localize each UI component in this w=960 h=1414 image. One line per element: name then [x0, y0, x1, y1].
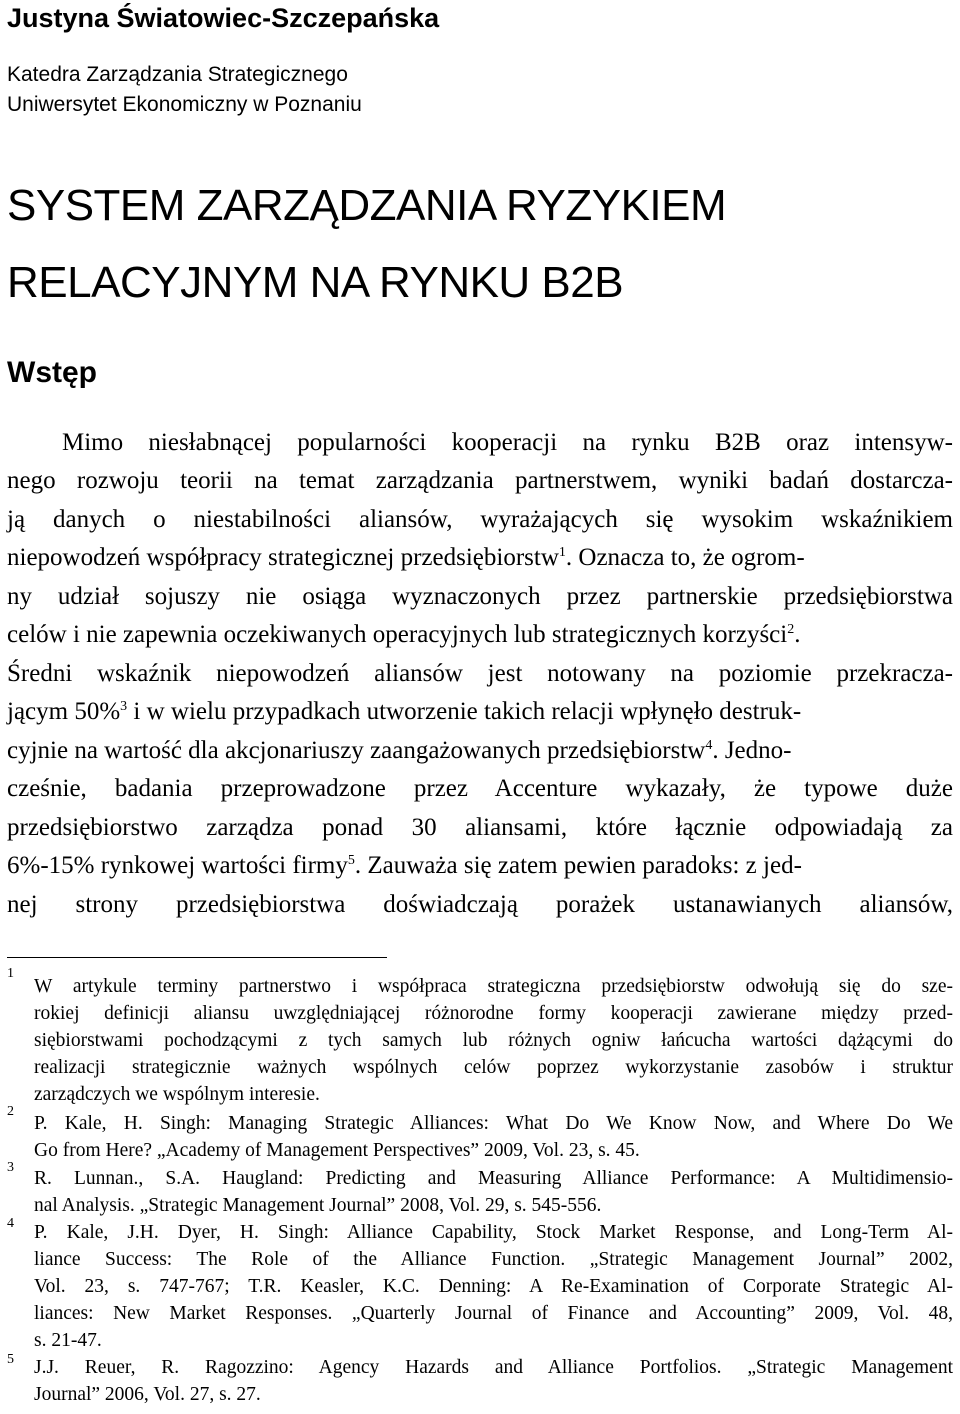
footnote-line: J.J. Reuer, R. Ragozzino: Agency Hazards and Alliance Portfolios. „Strategic Management	[34, 1357, 953, 1378]
body-text-segment: . Zauważa się zatem pewien paradoks: z jed-	[354, 852, 802, 879]
footnote-ref-4[interactable]: 4	[705, 738, 713, 753]
footnote-line: zarządczych we wspólnym interesie.	[34, 1084, 320, 1105]
footnote-ref-3[interactable]: 3	[120, 699, 128, 714]
section-heading: Wstęp	[7, 356, 97, 389]
footnote-line: P. Kale, J.H. Dyer, H. Singh: Alliance Capability, Stock Market Response, and Long-Term Al-	[34, 1222, 953, 1243]
footnote-line: Journal” 2006, Vol. 27, s. 27.	[34, 1384, 261, 1405]
body-text-segment: cyjnie na wartość dla akcjonariuszy zaangażowanych przedsiębiorstw	[7, 737, 706, 764]
body-text-segment: .	[794, 621, 801, 648]
body-line: cześnie, badania przeprowadzone przez Accenture wykazały, że typowe duże	[7, 775, 953, 802]
body-line: nego rozwoju teorii na temat zarządzania partnerstwem, wyniki badań dostarcza-	[7, 467, 953, 494]
footnote-ref-1[interactable]: 1	[558, 545, 566, 560]
footnote-line: rokiej definicji aliansu uwzględniającej różnorodne formy kooperacji zawierane między przed-	[34, 1003, 953, 1024]
footnote-line: Vol. 23, s. 747-767; T.R. Keasler, K.C. Denning: A Re-Examination of Corporate Strategic Al-	[34, 1276, 953, 1297]
footnote-line: P. Kale, H. Singh: Managing Strategic Alliances: What Do We Know Now, and Where Do We	[34, 1113, 953, 1134]
affiliation-university: Uniwersytet Ekonomiczny w Poznaniu	[7, 93, 362, 116]
body-line: przedsiębiorstwo zarządza ponad 30 aliansami, które łącznie odpowiadają za	[7, 814, 953, 841]
footnote-line: s. 21-47.	[34, 1330, 102, 1351]
footnote-number: 5	[7, 1352, 14, 1367]
body-text-segment: i w wielu przypadkach utworzenie takich relacji wpłynęło destruk-	[127, 698, 802, 725]
footnote-line: R. Lunnan., S.A. Haugland: Predicting and Measuring Alliance Performance: A Multidimensio-	[34, 1168, 953, 1189]
footnote-line: liances: New Market Responses. „Quarterly Journal of Finance and Accounting” 2009, Vol. 48,	[34, 1303, 953, 1324]
body-text-segment: . Oznacza to, że ogrom-	[565, 544, 805, 571]
body-line: ją danych o niestabilności aliansów, wyrażających się wysokim wskaźnikiem	[7, 506, 953, 533]
footnote-separator	[7, 957, 387, 958]
footnote-ref-2[interactable]: 2	[787, 622, 795, 637]
body-text-segment: niepowodzeń współpracy strategicznej przedsiębiorstw	[7, 544, 559, 571]
body-text-segment: . Jedno-	[712, 737, 792, 764]
paper-title-line-2: RELACYJNYM NA RYNKU B2B	[7, 258, 624, 307]
body-line	[7, 851, 953, 881]
body-line	[7, 620, 953, 650]
body-line: Średni wskaźnik niepowodzeń aliansów jest notowany na poziomie przekracza-	[7, 660, 953, 687]
footnote-line: nal Analysis. „Strategic Management Journal” 2008, Vol. 29, s. 545-556.	[34, 1195, 602, 1216]
paper-title-line-1: SYSTEM ZARZĄDZANIA RYZYKIEM	[7, 181, 727, 230]
body-line	[7, 697, 953, 727]
footnote-number: 2	[7, 1104, 14, 1119]
body-line: Mimo niesłabnącej popularności kooperacji na rynku B2B oraz intensyw-	[62, 429, 953, 456]
footnote-line: liance Success: The Role of the Alliance Function. „Strategic Management Journal” 2002,	[34, 1249, 953, 1270]
footnote-number: 3	[7, 1160, 14, 1175]
body-text-segment: celów i nie zapewnia oczekiwanych operacyjnych lub strategicznych korzyści	[7, 621, 788, 648]
affiliation-department: Katedra Zarządzania Strategicznego	[7, 63, 348, 86]
body-text-segment: 6%-15% rynkowej wartości firmy	[7, 852, 348, 879]
footnote-line: siębiorstwami pochodzącymi z tych samych lub różnych ogniw łańcucha wartości dążącymi do	[34, 1030, 953, 1051]
body-line	[7, 736, 953, 766]
footnote-number: 4	[7, 1216, 14, 1231]
author-name: Justyna Światowiec-Szczepańska	[7, 3, 440, 33]
footnote-line: realizacji strategicznie ważnych wspólnych celów poprzez wykorzystanie zasobów i struktur	[34, 1057, 953, 1078]
footnote-line: Go from Here? „Academy of Management Perspectives” 2009, Vol. 23, s. 45.	[34, 1140, 640, 1161]
body-text-segment: jącym 50%	[7, 698, 121, 725]
footnote-ref-5[interactable]: 5	[347, 853, 355, 868]
body-line: nej strony przedsiębiorstwa doświadczają porażek ustanawianych aliansów,	[7, 891, 953, 918]
body-line: ny udział sojuszy nie osiąga wyznaczonych przez partnerskie przedsiębiorstwa	[7, 583, 953, 610]
body-line	[7, 543, 953, 573]
footnote-line: W artykule terminy partnerstwo i współpraca strategiczna przedsiębiorstw odwołują się do sze-	[34, 976, 953, 997]
footnote-number: 1	[7, 966, 14, 981]
